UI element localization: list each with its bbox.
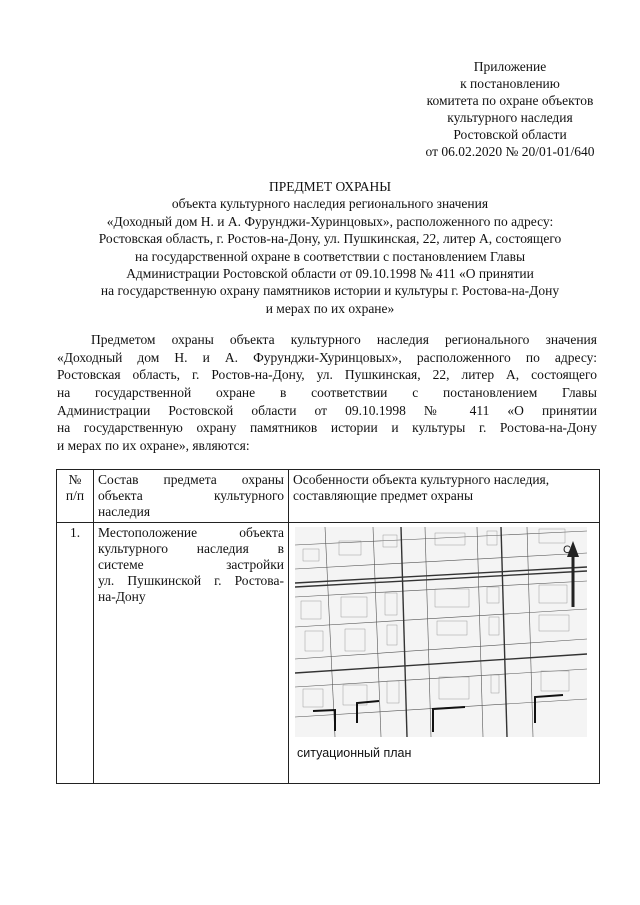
appendix-line: комитета по охране объектов [426, 93, 594, 108]
appendix-line: Ростовской области [453, 127, 567, 142]
header-composition-line: объекта культурного [98, 488, 284, 503]
document-heading [50, 178, 610, 317]
map-caption: ситуационный план [297, 746, 412, 760]
header-num-line: № [68, 472, 82, 487]
heading-line: объекта культурного наследия регионального значения [171, 196, 489, 212]
heading-line: «Доходный дом Н. и А. Фурунджи-Хуринцовых», расположенного по адресу: [106, 213, 554, 229]
heading-line: Ростовская область, г. Ростов-на-Дону, ул. Пушкинская, 22, литер А, состоящего [98, 231, 562, 247]
north-label: С [563, 544, 571, 556]
table-header-row [57, 470, 600, 523]
row-num-cell: 1. [57, 523, 94, 784]
page-title: ПРЕДМЕТ ОХРАНЫ [268, 179, 392, 194]
appendix-line: Приложение [473, 59, 547, 74]
row-composition-cell [94, 523, 289, 784]
heading-line: Администрации Ростовской области от 09.10.1998 № 411 «О принятии [126, 266, 534, 282]
header-composition-line: наследия [98, 504, 151, 519]
composition-line: культурного наследия в [98, 541, 284, 556]
appendix-line: от 06.02.2020 № 20/01-01/640 [425, 144, 595, 159]
heading-line: на государственной охране в соответствии с постановлением Главы [134, 248, 526, 264]
appendix-block [360, 58, 640, 160]
header-features-cell [289, 470, 600, 523]
header-num-line: п/п [65, 488, 85, 503]
composition-line: Местоположение объекта [98, 525, 284, 540]
header-composition-line: Состав предмета охраны [98, 472, 284, 487]
paragraph-line: и мерах по их охране», являются: [57, 438, 250, 454]
paragraph-line: Администрации Ростовской области от 09.10.1998 № 411 «О принятии [57, 402, 597, 418]
header-num-cell [57, 470, 94, 523]
paragraph-line: Предметом охраны объекта культурного наследия регионального значения [91, 332, 597, 347]
paragraph-line: на государственную охрану памятников истории и культуры г. Ростова-на-Дону [57, 420, 597, 436]
paragraph-line: «Доходный дом Н. и А. Фурунджи-Хуринцовых», расположенного по адресу: [57, 349, 597, 365]
situation-plan-map [295, 527, 587, 737]
header-features-line: Особенности объекта культурного наследия, [293, 472, 550, 487]
heading-line: и мерах по их охране» [265, 300, 395, 316]
composition-line: на-Дону [98, 589, 146, 604]
protection-table [56, 469, 600, 784]
appendix-line: к постановлению [460, 76, 560, 91]
appendix-line: культурного наследия [447, 110, 573, 125]
header-features-line: составляющие предмет охраны [293, 488, 474, 503]
header-composition-cell [94, 470, 289, 523]
situation-plan-cell [289, 523, 600, 784]
paragraph-line: Ростовская область, г. Ростов-на-Дону, ул. Пушкинская, 22, литер А, состоящего [57, 367, 597, 383]
table-row [57, 523, 600, 784]
paragraph-line: на государственной охране в соответствии с постановлением Главы [57, 385, 597, 401]
composition-line: системе застройки [98, 557, 284, 572]
heading-line: на государственную охрану памятников истории и культуры г. Ростова-на-Дону [100, 283, 560, 299]
intro-paragraph [57, 331, 597, 455]
composition-line: ул. Пушкинской г. Ростова- [98, 573, 284, 588]
